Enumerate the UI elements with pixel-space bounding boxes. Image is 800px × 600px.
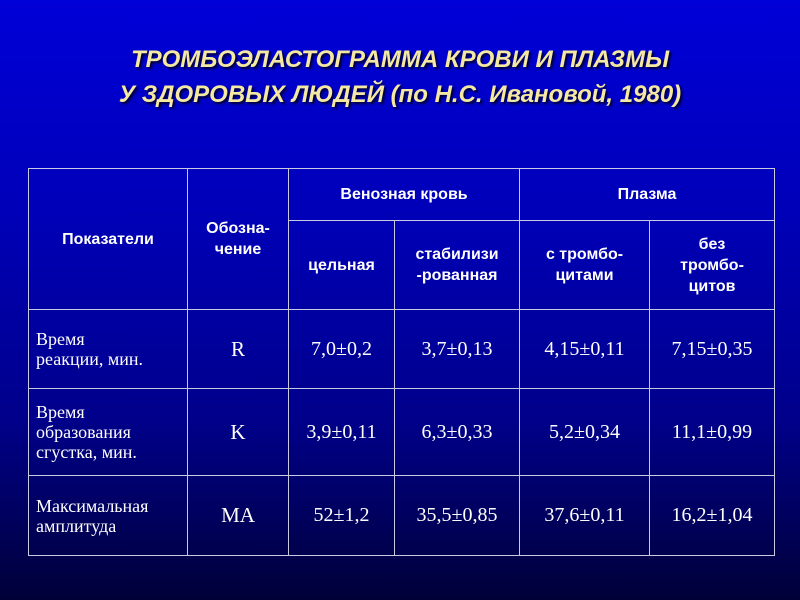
value-cell: 35,5±0,85 xyxy=(395,476,520,556)
value-cell: 6,3±0,33 xyxy=(395,389,520,476)
row-symbol: MA xyxy=(188,476,289,556)
table-row xyxy=(29,389,775,476)
value-cell: 3,9±0,11 xyxy=(289,389,395,476)
value-cell: 5,2±0,34 xyxy=(520,389,650,476)
table-row xyxy=(29,476,775,556)
title-line-2: У ЗДОРОВЫХ ЛЮДЕЙ (по Н.С. Ивановой, 1980) xyxy=(118,81,682,108)
header-without-platelets: без тромбо- цитов xyxy=(650,221,775,310)
row-symbol: K xyxy=(188,389,289,476)
header-symbol: Обозна- чение xyxy=(188,169,289,310)
value-cell: 3,7±0,13 xyxy=(395,310,520,389)
header-row-1 xyxy=(29,169,775,221)
value-cell: 7,0±0,2 xyxy=(289,310,395,389)
value-cell: 11,1±0,99 xyxy=(650,389,775,476)
row-label: Максимальная амплитуда xyxy=(29,476,188,556)
title-line-1: ТРОМБОЭЛАСТОГРАММА КРОВИ И ПЛАЗМЫ xyxy=(130,46,670,73)
row-symbol: R xyxy=(188,310,289,389)
header-with-platelets: с тромбо- цитами xyxy=(520,221,650,310)
thromboelastogram-table xyxy=(28,168,775,556)
row-label: Время образования сгустка, мин. xyxy=(29,389,188,476)
value-cell: 4,15±0,11 xyxy=(520,310,650,389)
value-cell: 16,2±1,04 xyxy=(650,476,775,556)
header-whole: цельная xyxy=(289,221,395,310)
value-cell: 7,15±0,35 xyxy=(650,310,775,389)
row-label: Время реакции, мин. xyxy=(29,310,188,389)
header-plasma: Плазма xyxy=(520,169,775,221)
header-stabilized: стабилизи -рованная xyxy=(395,221,520,310)
slide-title xyxy=(0,42,800,112)
header-venous-blood: Венозная кровь xyxy=(289,169,520,221)
value-cell: 52±1,2 xyxy=(289,476,395,556)
value-cell: 37,6±0,11 xyxy=(520,476,650,556)
header-indicator: Показатели xyxy=(29,169,188,310)
table-row xyxy=(29,310,775,389)
